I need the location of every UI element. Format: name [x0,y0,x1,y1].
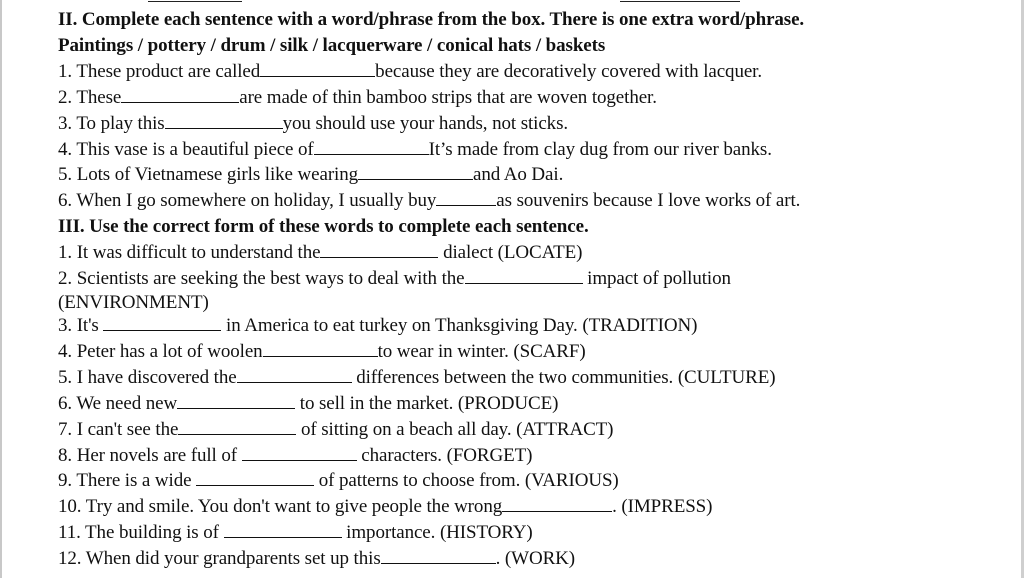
answer-blank [358,164,473,180]
section-2-item-6 [58,188,1008,214]
item-text-before: 8. Her novels are full of [58,444,242,466]
section-3-item-8 [58,443,1008,469]
answer-blank [465,268,583,284]
section-2-heading: II. Complete each sentence with a word/phrase from the box. There is one extra word/phrase. [58,9,805,30]
item-text-after: to wear in winter. (SCARF) [377,340,586,362]
item-text-after: of patterns to choose from. (VARIOUS) [314,470,619,492]
answer-blank [103,315,221,331]
item-text-after: are made of thin bamboo strips that are woven together. [239,86,657,108]
section-3-item-9 [58,468,1008,494]
answer-blank [314,139,429,155]
section-3-item-7 [58,417,1008,443]
answer-blank [237,367,352,383]
item-text-before: 6. We need new [58,392,178,414]
section-3-item-2 [58,266,1008,292]
item-text-after: because they are decoratively covered with lacquer. [375,60,763,82]
exercise-content [58,7,1008,572]
item-text-before: 9. There is a wide [58,470,197,492]
top-rule-right [620,1,740,2]
item-text-after: . (WORK) [495,548,576,570]
item-text-before: 2. Scientists are seeking the best ways to deal with the [58,268,465,290]
item-text-after: differences between the two communities. (CULTURE) [351,366,776,388]
section-3-item-10 [58,494,1008,520]
item-text-after: . (IMPRESS) [612,496,713,518]
item-text-before: 4. This vase is a beautiful piece of [58,138,314,160]
section-2-item-2 [58,85,1008,111]
item-text-after: as souvenirs because I love works of art. [496,190,801,212]
item-text-after: It’s made from clay dug from our river banks. [428,138,772,160]
answer-blank [381,548,496,564]
answer-blank [196,470,314,486]
item-text-before: 3. It's [58,314,104,336]
item-text-before: 3. To play this [58,112,165,134]
answer-blank [165,113,283,129]
answer-blank [177,393,295,409]
section-3-heading: III. Use the correct form of these words to complete each sentence. [58,216,589,238]
item-text-before: 5. I have discovered the [58,366,237,388]
item-text-before: 7. I can't see the [58,418,179,440]
item-text-before: 1. It was difficult to understand the [58,242,321,264]
section-2-item-4 [58,137,1008,163]
item-text-before: 12. When did your grandparents set up this [58,548,381,570]
item-text-after: to sell in the market. (PRODUCE) [295,392,559,414]
answer-blank [242,445,357,461]
section-3-item-4 [58,339,1008,365]
item-text-after: impact of pollution [582,268,731,290]
item-text-after: you should use your hands, not sticks. [282,112,569,134]
answer-blank [502,496,612,512]
item-text-before: 2. These [58,86,122,108]
item-text-after: in America to eat turkey on Thanksgiving Day. (TRADITION) [221,314,698,336]
answer-blank [263,341,378,357]
section-2-item-5 [58,162,1008,188]
answer-blank [320,242,438,258]
item-text-after: dialect (LOCATE) [438,242,583,264]
section-3-item-3 [58,313,1008,339]
answer-blank [224,522,342,538]
section-3-item-5 [58,365,1008,391]
item-text-before: 10. Try and smile. You don't want to give people the wrong [58,496,503,518]
item-text-before: 4. Peter has a lot of woolen [58,340,263,362]
section-2-item-1 [58,59,1008,85]
word-box: Paintings / pottery / drum / silk / lacquerware / conical hats / baskets [58,34,606,56]
section-3-item-1 [58,240,1008,266]
section-3-item-6 [58,391,1008,417]
item-text-before: 5. Lots of Vietnamese girls like wearing [58,164,359,186]
item-text-before: 11. The building is of [58,522,224,544]
item-text-before: 6. When I go somewhere on holiday, I usually buy [58,190,437,212]
item-text-after: characters. (FORGET) [356,444,533,466]
section-3-item-2-continuation: (ENVIRONMENT) [58,291,209,313]
top-rule-left [148,1,242,2]
answer-blank [436,190,496,206]
item-text-after: of sitting on a beach all day. (ATTRACT) [296,418,614,440]
answer-blank [178,419,296,435]
answer-blank [121,87,239,103]
section-3-item-12 [58,546,1008,572]
section-2-item-3 [58,111,1008,137]
item-text-after: importance. (HISTORY) [341,522,533,544]
page-left-edge [0,0,2,578]
answer-blank [260,61,375,77]
section-3-item-11 [58,520,1008,546]
item-text-before: 1. These product are called [58,60,261,82]
item-text-after: and Ao Dai. [473,164,564,186]
